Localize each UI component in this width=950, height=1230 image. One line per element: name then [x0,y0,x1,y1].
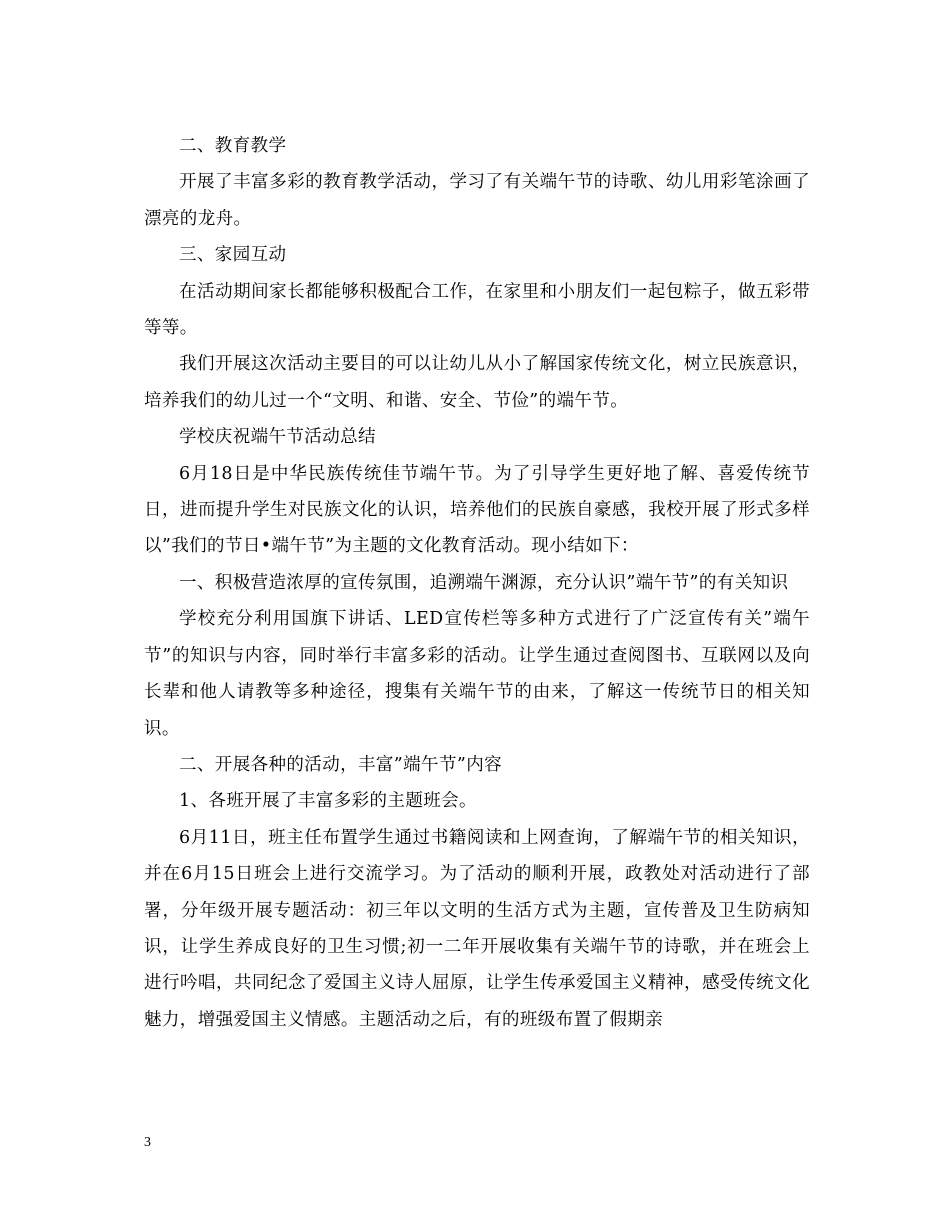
paragraph: 1、各班开展了丰富多彩的主题班会。 [179,791,477,812]
paragraph: 一、积极营造浓厚的宣传氛围，追溯端午渊源，充分认识”端午节”的有关知识 [179,572,789,593]
paragraph: 开展了丰富多彩的教育教学活动，学习了有关端午节的诗歌、幼儿用彩笔涂画了漂亮的龙舟。 [144,172,810,229]
section-title: 学校庆祝端午节活动总结 [179,427,376,448]
document-body [144,128,810,1038]
paragraph: 在活动期间家长都能够积极配合工作，在家里和小朋友们一起包粽子，做五彩带等等。 [144,281,810,339]
paragraph: 学校充分利用国旗下讲话、LED宣传栏等多种方式进行了广泛宣传有关”端午节”的知识与内容，同时举行丰富多彩的活动。让学生通过查阅图书、互联网以及向长辈和他人请教等多种途径，搜集有关端午节的由来，了解这一传统节日的相关知识。 [144,609,810,739]
paragraph: 三、家园互动 [179,245,287,266]
paragraph: 我们开展这次活动主要目的可以让幼儿从小了解国家传统文化，树立民族意识，培养我们的幼儿过一个“文明、和谐、安全、节俭”的端午节。 [144,354,810,411]
paragraph: 二、教育教学 [179,136,287,156]
page-number: 3 [144,1135,151,1150]
paragraph: 6月11日，班主任布置学生通过书籍阅读和上网查询，了解端午节的相关知识，并在6月15日班会上进行交流学习。为了活动的顺利开展，政教处对活动进行了部署，分年级开展专题活动：初三年以文明的生活方式为主题，宣传普及卫生防病知识，让学生养成良好的卫生习惯;初一二年开展收集有关端午节的诗歌，并在班会上进行吟唱，共同纪念了爱国主义诗人屈原，让学生传承爱国主义精神，感受传统文化魅力，增强爱国主义情感。主题活动之后，有的班级布置了假期亲 [144,827,810,1030]
paragraph: 6月18日是中华民族传统佳节端午节。为了引导学生更好地了解、喜爱传统节日，进而提升学生对民族文化的认识，培养他们的民族自豪感，我校开展了形式多样以”我们的节日•端午节”为主题的文化教育活动。现小结如下： [144,463,810,557]
paragraph: 二、开展各种的活动，丰富”端午节”内容 [179,754,502,775]
